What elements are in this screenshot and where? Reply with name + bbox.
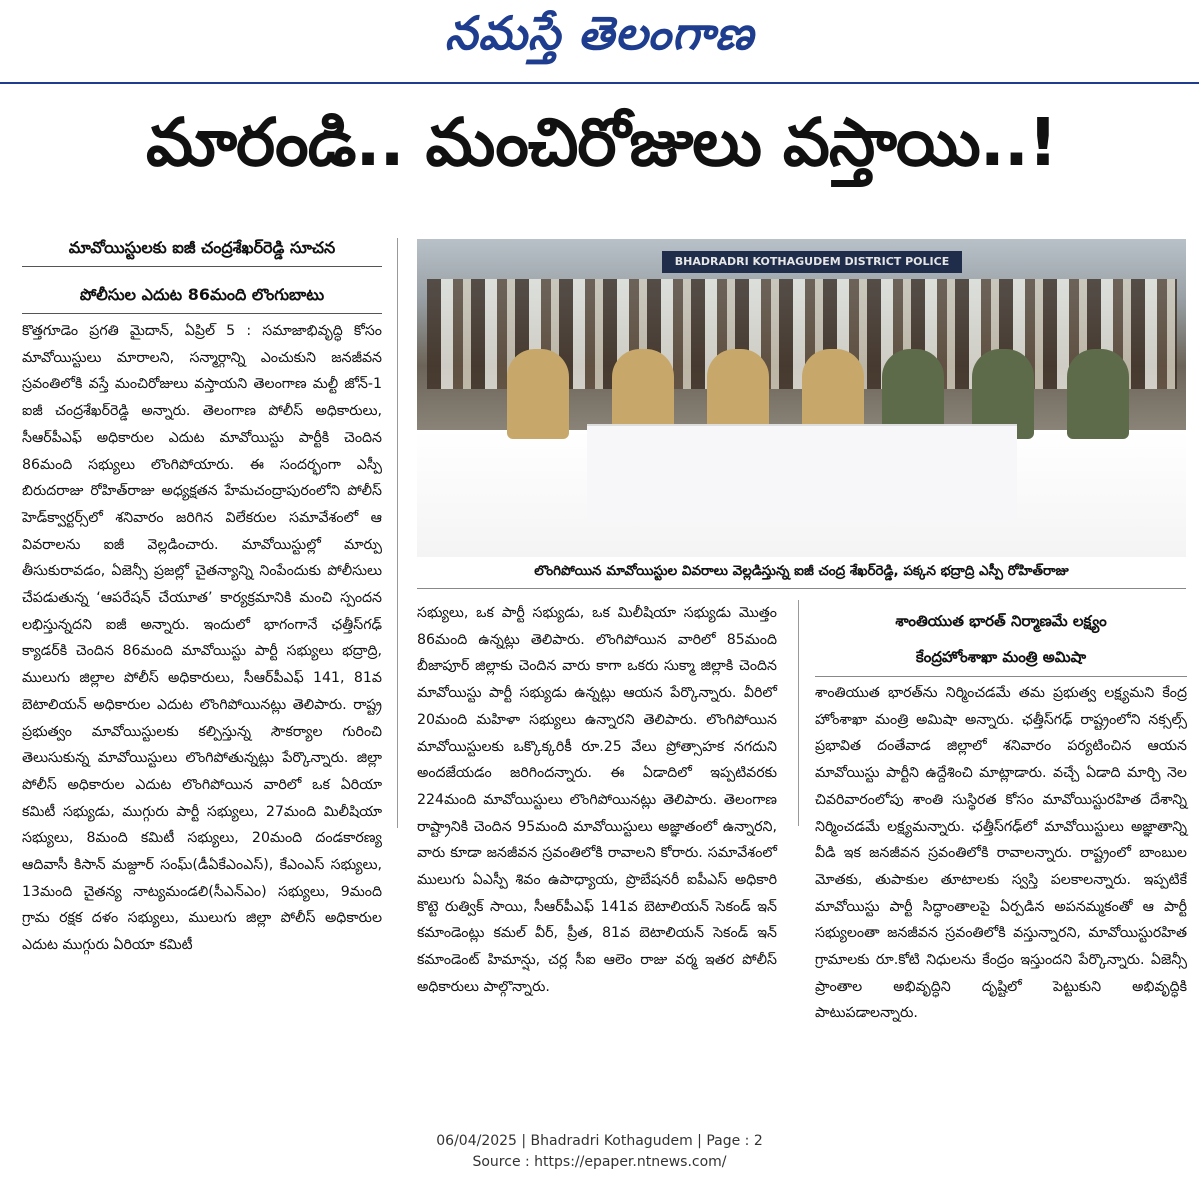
photo-table [587,424,1017,521]
sidebar-headline: శాంతియుత భారత్ నిర్మాణమే లక్ష్యం [895,612,1107,630]
article-text: కొత్తగూడెం ప్రగతి మైదాన్, ఏప్రిల్ 5 : సమాజాభివృద్ధి కోసం మావోయిస్టులు మారాలని, సన్మార్గాన్ని ఎంచుకుని జనజీవన స్రవంతిలోకి వస్తే మంచిరోజులు వస్తాయని తెలంగాణ మల్టీ జోన్-1 ఐజీ చంద్రశేఖర్‌రెడ్డి అన్నారు. తెలంగాణ పోలీస్ అధికారులు, సీఆర్‌పీఎఫ్ అధికారుల ఎదుట మావోయిస్టు పార్టీకి చెందిన 86మంది సభ్యులు లొంగిపోయారు. ఈ సందర్భంగా ఎస్పీ బిరుదరాజు రోహిత్‌రాజు అధ్యక్షతన హేమచంద్రాపురంలోని పోలీస్ హెడ్‌క్వార్టర్స్‌లో శనివారం జరిగిన విలేకరుల సమావేశంలో ఆ వివరాలను ఐజీ వెల్లడించారు. మావోయిస్టుల్లో మార్పు తీసుకురావడం, ఏజెన్సీ ప్రజల్లో చైతన్యాన్ని నింపేందుకు పోలీసులు చేపడుతున్న ‘ఆపరేషన్ చేయూత’ కార్యక్రమానికి మంచి స్పందన లభిస్తున్నదని ఐజీ అన్నారు. ఇందులో భాగంగానే ఛత్తీస్‌గఢ్ క్యాడర్‌కి చెందిన 86మంది మావోయిస్టు పార్టీ సభ్యులు భద్రాద్రి, ములుగు జిల్లాల పోలీస్ అధికారులు, సీఆర్‌పీఎఫ్ 141, 81వ బెటాలియన్ అధికారుల ఎదుట లొంగిపోయినట్లు తెలిపారు. రాష్ట్ర ప్రభుత్వం మావోయిస్టులకు కల్పిస్తున్న సౌకర్యాల గురించి తెలుసుకున్న మావోయిస్టులు లొంగిపోతున్నట్లు పేర్కొన్నారు. జిల్లా పోలీస్ అధికారుల ఎదుట లొంగిపోయిన వారిలో ఒక ఏరియా కమిటీ సభ్యుడు, ముగ్గురు పార్టీ సభ్యులు, 27మంది మిలీషియా సభ్యులు, 8మంది కమిటీ సభ్యులు, 20మంది దండకారణ్య ఆదివాసీ కిసాన్ మజ్దూర్ సంఘ్(డీఏకేఎంఎస్), కేఎంఎస్ సభ్యులు, 13మంది చైతన్య నాట్యమండలి(సీఎన్ఎం) సభ్యులు, 9మంది గ్రామ రక్షక దళం సభ్యులు, ములుగు జిల్లా పోలీస్ అధికారుల ఎదుట ముగ్గురు ఏరియా కమిటీ [22,323,382,954]
masthead-rule [0,82,1199,84]
column-divider [397,238,398,828]
column-divider [798,600,799,826]
news-photo [417,239,1186,557]
photo-officer [507,349,569,439]
article-column-2 [417,600,777,1001]
photo-officer [1067,349,1129,439]
article-text: సభ్యులు, ఒక పార్టీ సభ్యుడు, ఒక మిలీషియా సభ్యుడు మొత్తం 86మంది ఉన్నట్లు తెలిపారు. లొంగిపోయిన వారిలో 85మంది బీజాపూర్ జిల్లాకు చెందిన వారు కాగా ఒకరు సుక్మా జిల్లాకి చెందిన మావోయిస్టు పార్టీ సభ్యుడు ఉన్నట్లు ఆయన పేర్కొన్నారు. వీరిలో 20మంది మహిళా సభ్యులు ఉన్నారని తెలిపారు. లొంగిపోయిన మావోయిస్టులకు ఒక్కొక్కరికీ రూ.25 వేలు ప్రోత్సాహక నగదుని అందజేయడం జరిగిందన్నారు. ఈ ఏడాదిలో ఇప్పటివరకు 224మంది మావోయిస్టులు లొంగిపోయినట్లు తెలిపారు. తెలంగాణ రాష్ట్రానికి చెందిన 95మంది మావోయిస్టులు అజ్ఞాతంలో ఉన్నారని, వారు కూడా జనజీవన స్రవంతిలోకి రావాలని కోరారు. సమావేశంలో ములుగు ఏఎస్పీ శివం ఉపాధ్యాయ, ప్రొబేషనరీ ఐపీఎస్ అధికారి కొట్టె రుత్విక్ సాయి, సీఆర్‌పీఎఫ్ 141వ బెటాలియన్ సెకండ్ ఇన్ కమాండెంట్లు కమల్ వీర్, ప్రీత, 81వ బెటాలియన్ సెకండ్ ఇన్ కమాండెంట్ హిమాన్షు, చర్ల సీఐ ఆలెం రాజు వర్మ ఇతర పోలీస్ అధికారులు పాల్గొన్నారు. [417,605,777,995]
article-text: శాంతియుత భారత్‌ను నిర్మించడమే తమ ప్రభుత్వ లక్ష్యమని కేంద్ర హోంశాఖా మంత్రి అమిషా అన్నారు. ఛత్తీస్‌గఢ్ రాష్ట్రంలోని నక్సల్స్ ప్రభావిత దంతేవాడ జిల్లాలో శనివారం పర్యటించిన ఆయన మావోయిస్టు పార్టీని ఉద్దేశించి మాట్లాడారు. వచ్చే ఏడాది మార్చి నెల చివరివారంలోపు శాంతి సుస్థిరత కోసం మావోయిస్టురహిత దేశాన్ని నిర్మించడమే లక్ష్యమన్నారు. ఛత్తీస్‌గఢ్‌లో మావోయిస్టులు అజ్ఞాతాన్ని వీడి ఇక జనజీవన స్రవంతిలోకి రావాలన్నారు. రాష్ట్రంలో బాంబుల మోతకు, తుపాకుల తూటాలకు స్వస్తి పలకాలన్నారు. ఇప్పటికే మావోయిస్టు పార్టీ సిద్ధాంతాలపై ఏర్పడిన అపనమ్మకంతో ఆ పార్టీ సభ్యులంతా జనజీవన స్రవంతిలోకి వస్తున్నారని, మావోయిస్టురహిత గ్రామాలకు రూ.కోటి నిధులను కేంద్రం ఇస్తుందని పేర్కొన్నారు. ఏజెన్సీ ప్రాంతాల అభివృద్ధిని దృష్టిలో పెట్టుకుని అభివృద్ధికి పాటుపడాలన్నారు. [815,685,1187,1022]
headline: మారండి.. మంచిరోజులు వస్తాయి..! [145,104,1057,181]
footer-dateline: 06/04/2025 | Bhadradri Kothagudem | Page : 2 [436,1133,763,1149]
photo-banner: BHADRADRI KOTHAGUDEM DISTRICT POLICE [662,251,962,273]
subheadline-1: మావోయిస్టులకు ఐజీ చంద్రశేఖర్‌రెడ్డి సూచన [22,238,382,267]
article-column-3 [815,680,1187,1027]
photo-caption: లొంగిపోయిన మావోయిస్టుల వివరాలు వెల్లడిస్తున్న ఐజీ చంద్ర శేఖర్‌రెడ్డి, పక్కన భద్రాద్రి ఎస్పీ రోహిత్‌రాజు [417,563,1186,589]
article-column-1 [22,318,382,959]
subheadline-2: పోలీసుల ఎదుట 86మంది లొంగుబాటు [22,285,382,314]
sidebar-subheadline: కేంద్రహోంశాఖా మంత్రి అమిషా [815,648,1187,677]
footer-source-link[interactable]: Source : https://epaper.ntnews.com/ [472,1154,727,1170]
masthead-logo: నమస్తే తెలంగాణ [444,6,755,60]
